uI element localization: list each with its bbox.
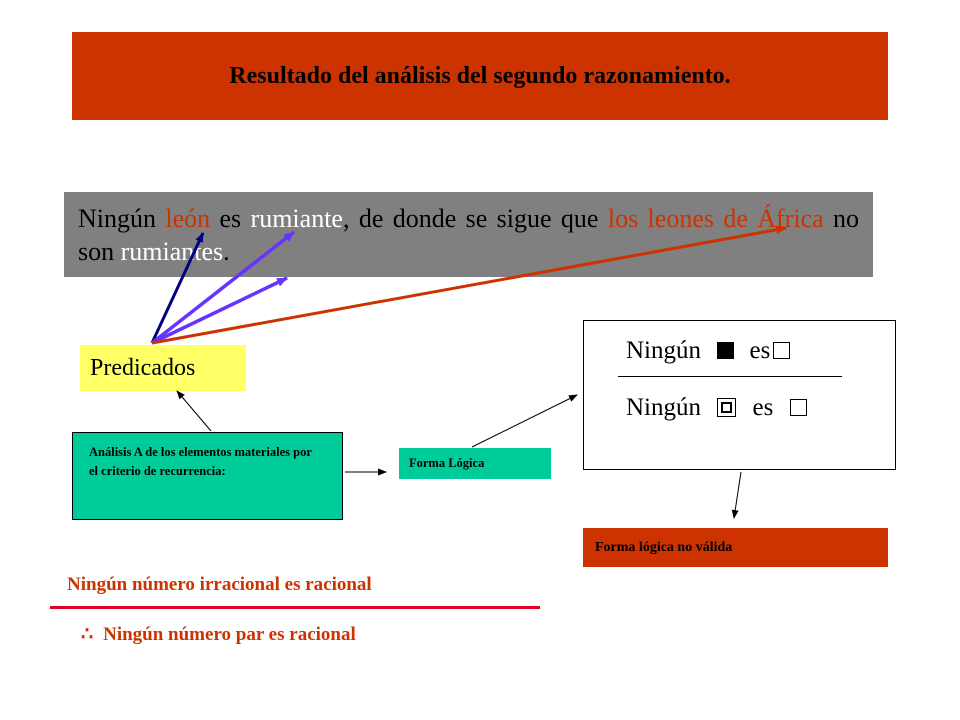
sentence-part-subject: león xyxy=(165,204,211,233)
sentence-part-text: Ningún xyxy=(78,204,166,233)
conclusion-copula: es xyxy=(752,394,774,421)
premise-copula: es xyxy=(749,337,771,364)
arrow-to-rumiantes xyxy=(152,278,287,343)
example-premise: Ningún número irracional es racional xyxy=(67,574,372,595)
invalid-form-label: Forma lógica no válida xyxy=(595,539,733,555)
analysis-text: Análisis A de los elementos materiales por el criterio de recurrencia: xyxy=(89,445,312,478)
arrow-to-leones-de-africa xyxy=(152,228,786,343)
sentence-part-text: , de donde se sigue que xyxy=(342,204,608,233)
forma-logica-label: Forma Lógica xyxy=(409,456,485,470)
therefore-symbol: ∴ xyxy=(81,624,94,645)
sentence-part-text: es xyxy=(210,204,251,233)
sentence-part-predicate: rumiante xyxy=(250,204,343,233)
premise-quantifier: Ningún xyxy=(626,337,701,364)
sentence-part-subject: los leones de África xyxy=(607,204,824,233)
arrow-to-leon xyxy=(152,233,203,343)
arrow-analysis-to-predicados xyxy=(177,391,211,431)
arrow-logic-box-to-invalid xyxy=(734,472,741,518)
sentence-part-text: . xyxy=(223,237,230,266)
sentence-part-predicate: rumiantes xyxy=(120,237,224,266)
predicados-label: Predicados xyxy=(90,354,196,381)
conclusion-quantifier: Ningún xyxy=(626,394,701,421)
sentence-part-text: no son xyxy=(78,204,860,266)
arrow-to-rumiante xyxy=(152,232,294,343)
page-title: Resultado del análisis del segundo razonamiento. xyxy=(229,62,731,89)
example-conclusion-text: Ningún número par es racional xyxy=(103,624,356,645)
arrow-forma-to-logic-box xyxy=(472,395,577,447)
